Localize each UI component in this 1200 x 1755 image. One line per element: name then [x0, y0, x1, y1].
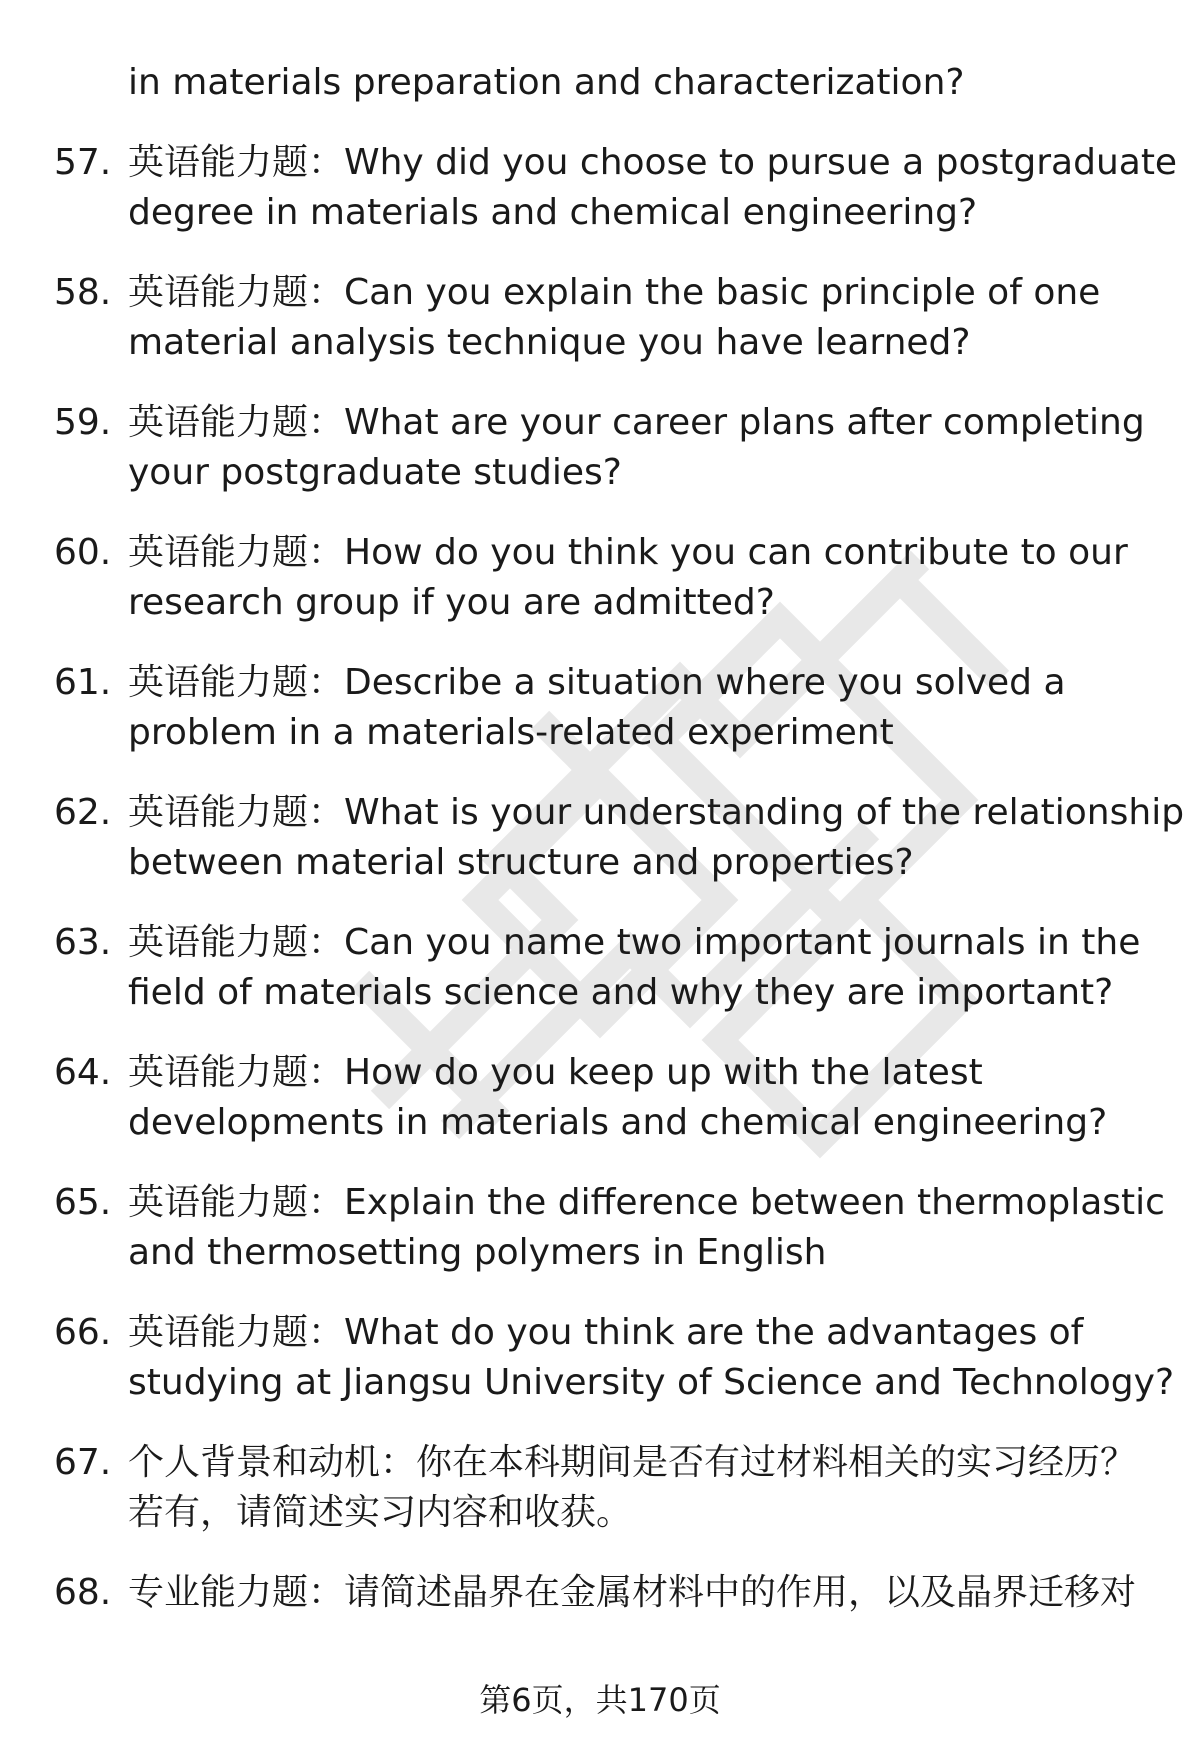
item-line: 个人背景和动机：你在本科期间是否有过材料相关的实习经历？ [128, 1442, 1137, 1483]
item-line: between material structure and properties? [128, 842, 914, 883]
item-number: 58. [54, 272, 112, 313]
item-number: 68. [54, 1572, 112, 1613]
item-line: 英语能力题：Why did you choose to pursue a postgraduate [128, 142, 1178, 183]
item-text [128, 268, 1180, 368]
item-number: 63. [54, 922, 112, 963]
item-text [128, 1568, 1180, 1618]
item-line: developments in materials and chemical engineering? [128, 1102, 1108, 1143]
continuation-line: in materials preparation and characterization? [128, 62, 965, 103]
item-line: material analysis technique you have learned? [128, 322, 971, 363]
item-number: 59. [54, 402, 112, 443]
item-number: 60. [54, 532, 112, 573]
item-text [128, 1308, 1180, 1408]
item-line: 英语能力题：Explain the difference between thermoplastic [128, 1182, 1165, 1223]
list-item [0, 138, 1200, 238]
list-item [0, 788, 1200, 888]
item-text [128, 658, 1180, 758]
item-number: 61. [54, 662, 112, 703]
item-text [128, 788, 1185, 888]
item-line: your postgraduate studies? [128, 452, 622, 493]
item-line: 英语能力题：Describe a situation where you solved a [128, 662, 1066, 703]
item-line: problem in a materials-related experiment [128, 712, 894, 753]
list-item [0, 918, 1200, 1018]
list-item [0, 1308, 1200, 1408]
item-line: 英语能力题：What is your understanding of the relationship [128, 792, 1185, 833]
item-line: 专业能力题：请简述晶界在金属材料中的作用，以及晶界迁移对 [128, 1572, 1137, 1613]
item-line: 英语能力题：What are your career plans after completing [128, 402, 1145, 443]
item-line: 英语能力题：How do you think you can contribute to our [128, 532, 1128, 573]
page-number-footer: 第6页，共170页 [479, 1681, 721, 1719]
item-text [128, 1178, 1180, 1278]
item-number: 64. [54, 1052, 112, 1093]
item-line: 若有，请简述实习内容和收获。 [128, 1492, 633, 1533]
item-text [128, 1048, 1180, 1148]
list-item [0, 1178, 1200, 1278]
item-number: 67. [54, 1442, 112, 1483]
item-number: 62. [54, 792, 112, 833]
item-line: 英语能力题：What do you think are the advantages of [128, 1312, 1084, 1353]
list-item [0, 1048, 1200, 1148]
item-line: research group if you are admitted? [128, 582, 775, 623]
item-number: 65. [54, 1182, 112, 1223]
item-line: studying at Jiangsu University of Science and Technology? [128, 1362, 1175, 1403]
item-text [128, 138, 1180, 238]
item-line: field of materials science and why they are important? [128, 972, 1114, 1013]
item-number: 66. [54, 1312, 112, 1353]
item-text [128, 1438, 1180, 1538]
item-line: 英语能力题：How do you keep up with the latest [128, 1052, 983, 1093]
list-item [0, 1438, 1200, 1538]
list-item [0, 268, 1200, 368]
item-line: 英语能力题：Can you explain the basic principle of one [128, 272, 1101, 313]
list-item [0, 1568, 1200, 1618]
list-item [0, 398, 1200, 498]
list-item [0, 658, 1200, 758]
item-line: and thermosetting polymers in English [128, 1232, 827, 1273]
item-line: degree in materials and chemical engineering? [128, 192, 978, 233]
list-item [0, 528, 1200, 628]
item-text [128, 398, 1180, 498]
item-text [128, 528, 1180, 628]
item-number: 57. [54, 142, 112, 183]
item-text [128, 918, 1180, 1018]
item-line: 英语能力题：Can you name two important journals in the [128, 922, 1141, 963]
